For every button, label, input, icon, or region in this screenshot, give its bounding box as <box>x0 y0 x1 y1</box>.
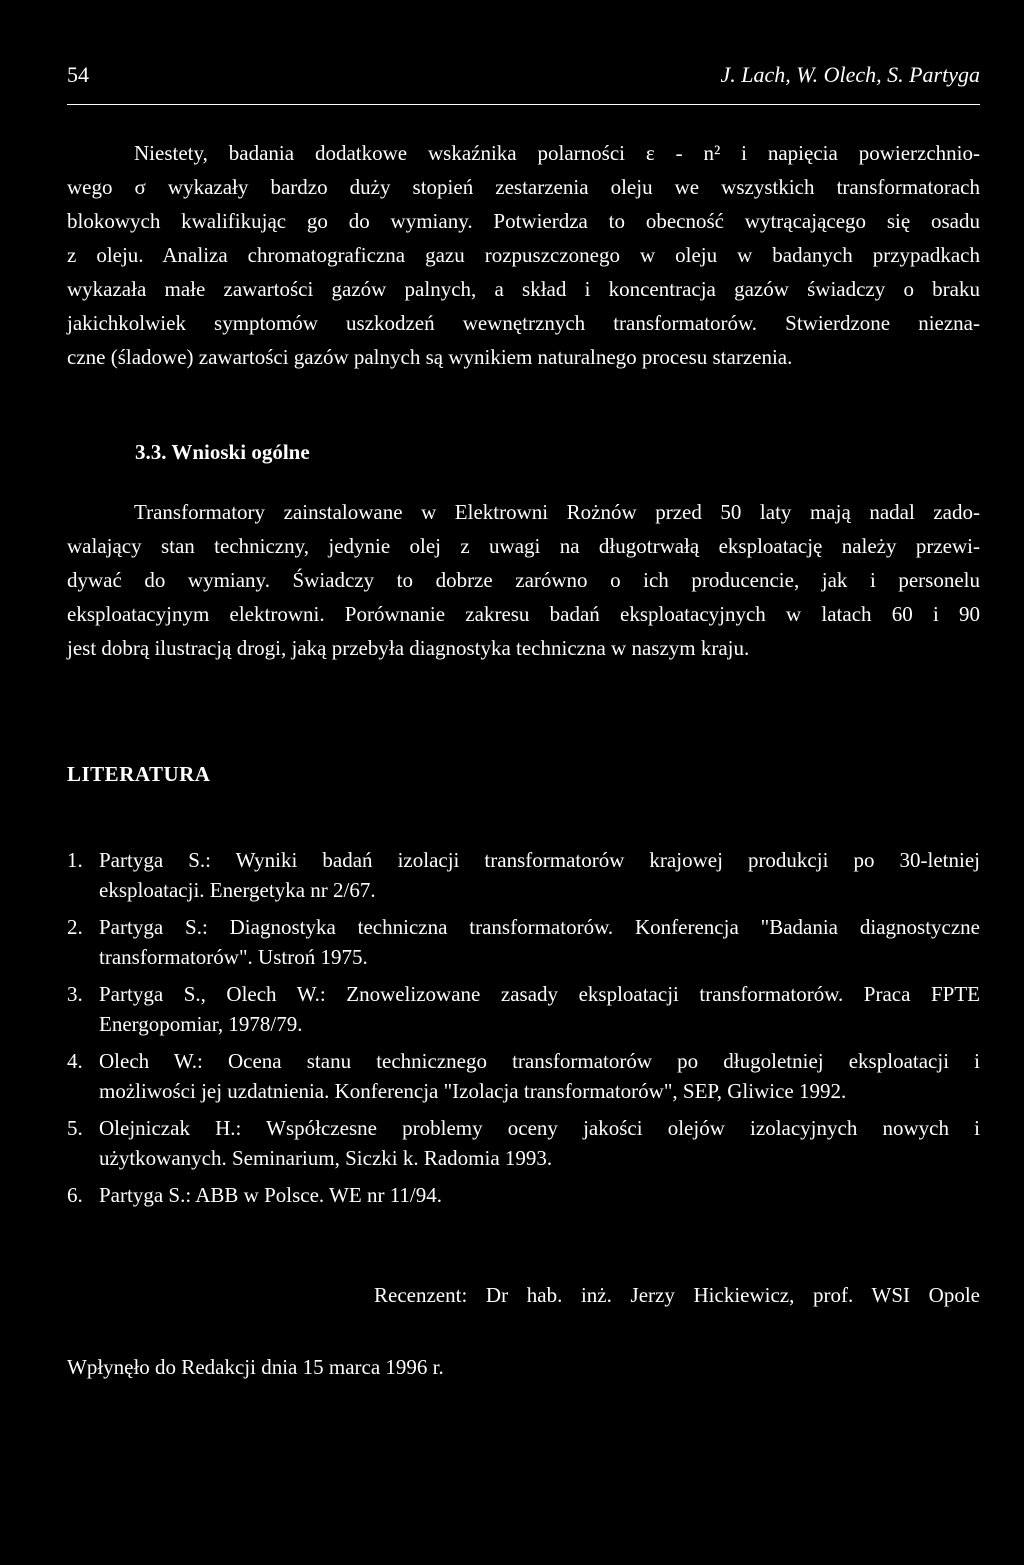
reference-number: 6. <box>67 1183 83 1207</box>
reference-line: eksploatacji. Energetyka nr 2/67. <box>99 878 376 902</box>
paragraph-line: wego σ wykazały bardzo duży stopień zestarzenia oleju we wszystkich transformatorach <box>67 175 980 199</box>
running-header <box>67 62 980 96</box>
paragraph-conclusions <box>67 495 980 665</box>
paragraph-line: eksploatacyjnym elektrowni. Porównanie zakresu badań eksploatacyjnych w latach 60 i 90 <box>67 602 980 626</box>
reference-line: Olech W.: Ocena stanu technicznego transformatorów po długoletniej eksploatacji i <box>99 1049 980 1073</box>
reference-text <box>99 979 980 1039</box>
reviewer-note: Recenzent: Dr hab. inż. Jerzy Hickiewicz, prof. WSI Opole <box>374 1283 980 1307</box>
paragraph-line: jakichkolwiek symptomów uszkodzeń wewnętrznych transformatorów. Stwierdzone niezna- <box>67 311 980 335</box>
page-number: 54 <box>67 62 89 87</box>
reference-list <box>67 845 980 1217</box>
paragraph-line: jest dobrą ilustracją drogi, jaką przebyła diagnostyka techniczna w naszym kraju. <box>67 636 750 660</box>
reference-line: Energopomiar, 1978/79. <box>99 1012 303 1036</box>
reference-number: 5. <box>67 1116 83 1140</box>
reference-item <box>67 1046 980 1106</box>
paragraph-line: Niestety, badania dodatkowe wskaźnika polarności ε - n² i napięcia powierzchnio- <box>134 141 980 165</box>
running-header-authors: J. Lach, W. Olech, S. Partyga <box>720 62 980 87</box>
reference-item <box>67 912 980 972</box>
reference-line: Partyga S.: ABB w Polsce. WE nr 11/94. <box>99 1183 442 1207</box>
reference-line: Olejniczak H.: Współczesne problemy oceny jakości olejów izolacyjnych nowych i <box>99 1116 980 1140</box>
reference-line: Partyga S., Olech W.: Znowelizowane zasady eksploatacji transformatorów. Praca FPTE <box>99 982 980 1006</box>
reference-text <box>99 912 980 972</box>
paragraph-aging-assessment <box>67 136 980 374</box>
reference-text <box>99 1046 980 1106</box>
literature-heading: LITERATURA <box>67 762 211 786</box>
reference-text <box>99 1113 980 1173</box>
reference-item <box>67 1180 980 1210</box>
paragraph-line: czne (śladowe) zawartości gazów palnych są wynikiem naturalnego procesu starzenia. <box>67 345 793 369</box>
reference-line: Partyga S.: Wyniki badań izolacji transformatorów krajowej produkcji po 30-letniej <box>99 848 980 872</box>
reference-number: 3. <box>67 982 83 1006</box>
paragraph-line: dywać do wymiany. Świadczy to dobrze zarówno o ich producencie, jak i personelu <box>67 568 980 592</box>
reference-number: 2. <box>67 915 83 939</box>
paragraph-line: walający stan techniczny, jedynie olej z uwagi na długotrwałą eksploatację należy przewi- <box>67 534 980 558</box>
section-heading: 3.3. Wnioski ogólne <box>135 440 310 464</box>
reference-number: 4. <box>67 1049 83 1073</box>
reference-line: transformatorów". Ustroń 1975. <box>99 945 368 969</box>
paragraph-line: Transformatory zainstalowane w Elektrowni Rożnów przed 50 laty mają nadal zado- <box>134 500 980 524</box>
reference-text <box>99 845 980 905</box>
paragraph-line: wykazała małe zawartości gazów palnych, a skład i koncentracja gazów świadczy o braku <box>67 277 980 301</box>
received-date-note: Wpłynęło do Redakcji dnia 15 marca 1996 r. <box>67 1355 444 1379</box>
reference-line: użytkowanych. Seminarium, Siczki k. Radomia 1993. <box>99 1146 553 1170</box>
reference-item <box>67 845 980 905</box>
reference-line: możliwości jej uzdatnienia. Konferencja "Izolacja transformatorów", SEP, Gliwice 1992. <box>99 1079 847 1103</box>
reference-item <box>67 1113 980 1173</box>
reference-item <box>67 979 980 1039</box>
paragraph-line: blokowych kwalifikując go do wymiany. Potwierdza to obecność wytrącającego się osadu <box>67 209 980 233</box>
reference-number: 1. <box>67 848 83 872</box>
reference-text <box>99 1180 980 1210</box>
header-rule <box>67 104 980 105</box>
reference-line: Partyga S.: Diagnostyka techniczna transformatorów. Konferencja "Badania diagnostyczne <box>99 915 980 939</box>
paragraph-line: z oleju. Analiza chromatograficzna gazu rozpuszczonego w oleju w badanych przypadkach <box>67 243 980 267</box>
